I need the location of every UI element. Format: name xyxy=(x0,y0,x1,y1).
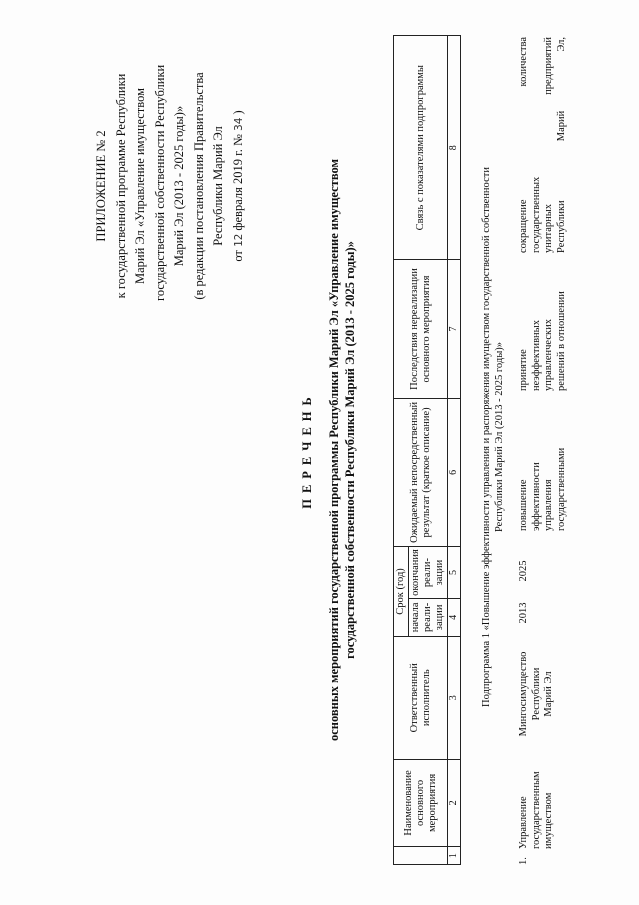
subtitle-line: основных мероприятий государственной программы Республики Марий Эл «Управление имуществом xyxy=(327,158,341,742)
date-suffix: ) xyxy=(230,110,245,115)
cell-line: государственным xyxy=(530,771,542,849)
subprogram-line: Республики Марий Эл (2013 - 2025 годы)» xyxy=(494,341,505,533)
date-number: 34 xyxy=(231,117,245,131)
header-number xyxy=(394,847,448,865)
appendix-line: (в редакции постановления Правительства xyxy=(191,72,206,300)
cell-line: управления xyxy=(543,479,554,531)
cell-result xyxy=(518,413,568,531)
cell-executor xyxy=(518,635,556,753)
appendix-line: Марий Эл «Управление имуществом xyxy=(133,88,147,285)
header-consequences: Последствия нереализации основного мероприятия xyxy=(394,260,448,398)
cell-line: решений в отношении xyxy=(555,291,567,391)
cell-line: сокращение количества xyxy=(518,37,529,253)
cell-line: управленческих xyxy=(543,319,554,391)
title-block xyxy=(300,55,358,845)
cell-line: Республики Марий Эл, xyxy=(555,37,567,253)
document-title: ПЕРЕЧЕНЬ xyxy=(300,391,314,509)
cell-line: имуществом xyxy=(543,792,554,849)
cell-line: унитарных предприятий xyxy=(543,37,554,253)
appendix-date-line xyxy=(229,71,249,301)
column-number: 7 xyxy=(448,260,461,398)
cell-line: Мингосимущество xyxy=(518,651,529,737)
cell-line: Марий Эл xyxy=(543,671,554,717)
subtitle-line: государственной собственности Республики Марий Эл (2013 - 2025 годы)» xyxy=(343,241,357,659)
column-number: 6 xyxy=(448,398,461,547)
appendix-line: к государственной программе Республики xyxy=(113,73,128,299)
cell-name xyxy=(518,757,556,849)
cell-line: эффективности xyxy=(530,462,542,531)
header-link: Связь с показателями подпрограммы xyxy=(394,36,448,260)
header-executor: Ответственный исполнитель xyxy=(394,636,448,759)
date-prefix: от xyxy=(230,250,245,262)
cell-consequences xyxy=(518,263,568,391)
header-period: Срок (год) xyxy=(394,547,409,637)
measures-table xyxy=(393,35,461,865)
cell-link xyxy=(518,37,568,253)
column-numbers-row xyxy=(448,36,461,865)
cell-line: Управление xyxy=(518,796,529,849)
appendix-line: Республики Марий Эл xyxy=(211,126,225,246)
cell-end: 2025 xyxy=(518,560,529,582)
header-end: окончания реали-зации xyxy=(409,547,448,599)
cell-line: Республики xyxy=(530,667,542,721)
header-start: начала реали-зации xyxy=(409,598,448,636)
column-number: 8 xyxy=(448,36,461,260)
row-number: 1. xyxy=(518,857,529,865)
header-row xyxy=(394,36,409,865)
document-subtitle xyxy=(326,55,358,845)
subprogram-heading xyxy=(480,67,506,807)
header-result: Ожидаемый непосредственный результат (краткое описание) xyxy=(394,398,448,547)
column-number: 3 xyxy=(448,636,461,759)
column-number: 5 xyxy=(448,547,461,599)
column-number: 4 xyxy=(448,598,461,636)
date-day: 12 xyxy=(231,233,245,247)
cell-line: государственными xyxy=(555,447,567,531)
cell-line: повышение xyxy=(518,479,529,531)
column-number: 1 xyxy=(448,847,461,865)
appendix-line: государственной собственности Республики xyxy=(152,64,167,301)
appendix-line: Марий Эл (2013 - 2025 годы)» xyxy=(172,105,186,267)
appendix-line: ПРИЛОЖЕНИЕ № 2 xyxy=(94,130,108,242)
cell-start: 2013 xyxy=(518,602,529,624)
appendix-block xyxy=(92,64,248,301)
cell-line: принятие xyxy=(518,349,529,391)
date-middle: февраля 2019 г. № xyxy=(230,134,245,231)
cell-line: неэффективных xyxy=(530,320,542,391)
cell-line: государственных xyxy=(530,176,542,253)
header-name: Наименование основного мероприятия xyxy=(394,759,448,847)
column-number: 2 xyxy=(448,759,461,847)
subprogram-line: Подпрограмма 1 «Повышение эффективности управления и распоряжения имуществом государственной собственности xyxy=(481,167,492,707)
